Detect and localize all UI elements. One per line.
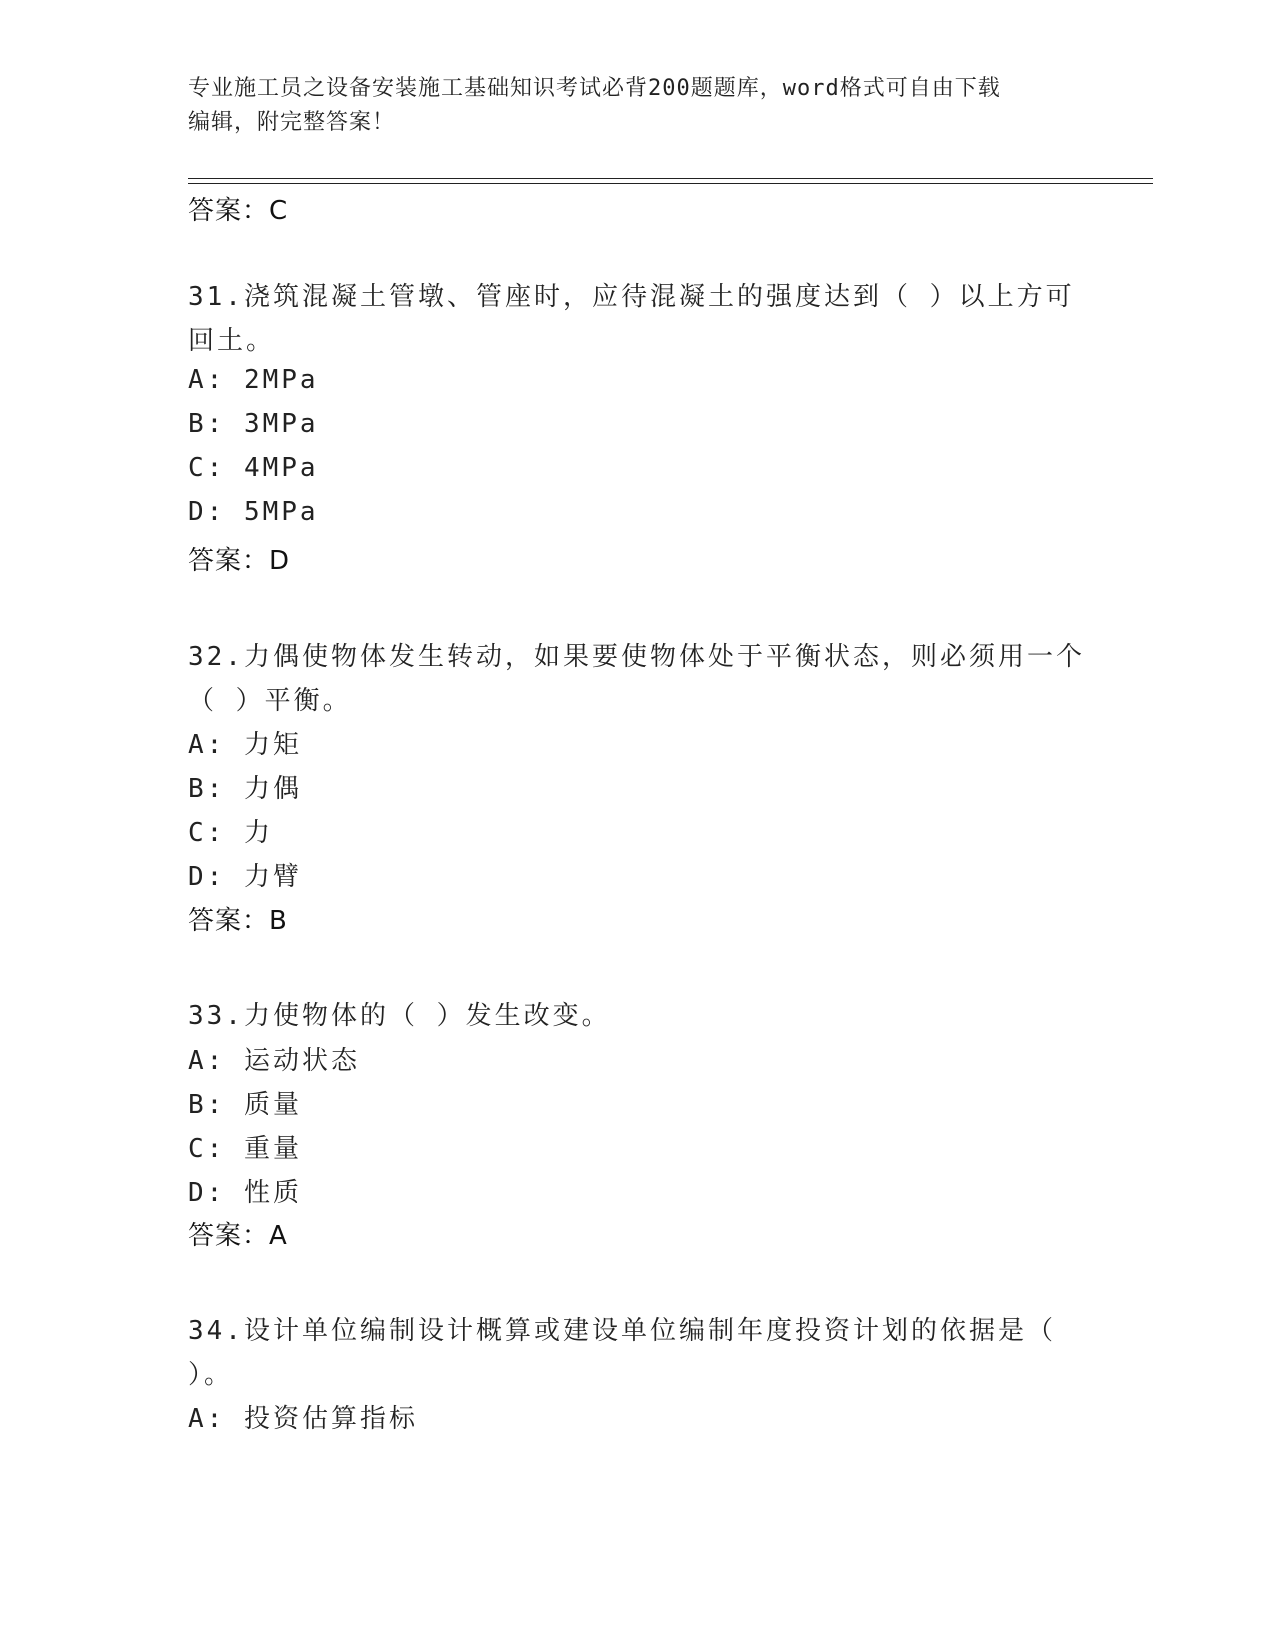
header-divider (188, 178, 1153, 184)
option-a: A: 运动状态 (188, 1046, 360, 1076)
answer: 答案：D (188, 546, 291, 576)
answer: 答案：A (188, 1221, 288, 1251)
question-stem-line: （ ）平衡。 (188, 686, 352, 716)
option-c: C: 力 (188, 818, 273, 848)
option-c: C: 4MPa (188, 453, 319, 483)
previous-answer: 答案：C (188, 196, 289, 226)
question-stem-line: ）。 (188, 1360, 234, 1390)
document-header (188, 72, 1088, 140)
option-b: B: 力偶 (188, 774, 302, 804)
option-b: B: 3MPa (188, 409, 319, 439)
option-a: A: 力矩 (188, 730, 302, 760)
option-d: D: 5MPa (188, 497, 319, 527)
question-stem-line: 32.力偶使物体发生转动，如果要使物体处于平衡状态，则必须用一个 (188, 642, 1085, 672)
option-a: A: 2MPa (188, 365, 319, 395)
question-stem-line: 31.浇筑混凝土管墩、管座时，应待混凝土的强度达到（ ）以上方可 (188, 282, 1075, 312)
option-b: B: 质量 (188, 1090, 302, 1120)
option-a: A: 投资估算指标 (188, 1404, 418, 1434)
option-d: D: 性质 (188, 1178, 302, 1208)
answer: 答案：B (188, 906, 288, 936)
option-c: C: 重量 (188, 1134, 302, 1164)
option-d: D: 力臂 (188, 862, 302, 892)
header-line-2: 编辑，附完整答案！ (188, 110, 396, 135)
question-stem-line: 回土。 (188, 326, 276, 356)
question-stem-line: 34.设计单位编制设计概算或建设单位编制年度投资计划的依据是（ (188, 1316, 1056, 1346)
header-line-1: 专业施工员之设备安装施工基础知识考试必背200题题库，word格式可自由下载 (188, 76, 1001, 101)
question-stem-line: 33.力使物体的（ ）发生改变。 (188, 1001, 611, 1031)
